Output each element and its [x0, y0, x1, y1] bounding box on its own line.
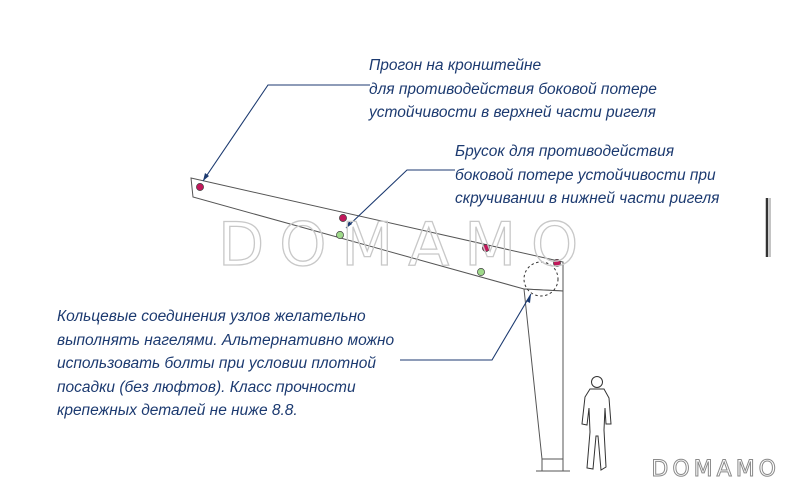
purlin-note	[369, 54, 657, 125]
person-figure	[582, 377, 611, 471]
bar-note-line: боковой потере устойчивости при	[455, 166, 716, 184]
purlin-note-line: Прогон на кронштейне	[369, 57, 542, 74]
purlin-note-line: для противодействия боковой потере	[369, 80, 657, 98]
watermark-corner: DOMAMO	[651, 457, 780, 482]
rings-note-line: посадки (без люфтов). Класс прочности	[57, 378, 356, 396]
leader-rings	[400, 294, 531, 360]
ring-connections-note	[57, 305, 394, 423]
rings-note-line: выполнять нагелями. Альтернативно можно	[57, 331, 395, 349]
purlin-dot	[196, 183, 203, 190]
bar-note-line: скручивании в нижней части ригеля	[455, 190, 720, 207]
bar-note	[455, 140, 719, 211]
bar-note-line: Брусок для противодействия	[455, 143, 674, 160]
purlin-note-line: устойчивости в верхней части ригеля	[369, 104, 656, 121]
watermark-center: DOMAMO	[218, 210, 594, 280]
rings-note-line: использовать болты при условии плотной	[57, 355, 376, 372]
rings-note-line: Кольцевые соединения узлов желательно	[57, 308, 366, 325]
rings-note-line: крепежных деталей не ниже 8.8.	[57, 402, 298, 419]
leader-purlin	[203, 85, 370, 181]
column	[524, 289, 563, 459]
